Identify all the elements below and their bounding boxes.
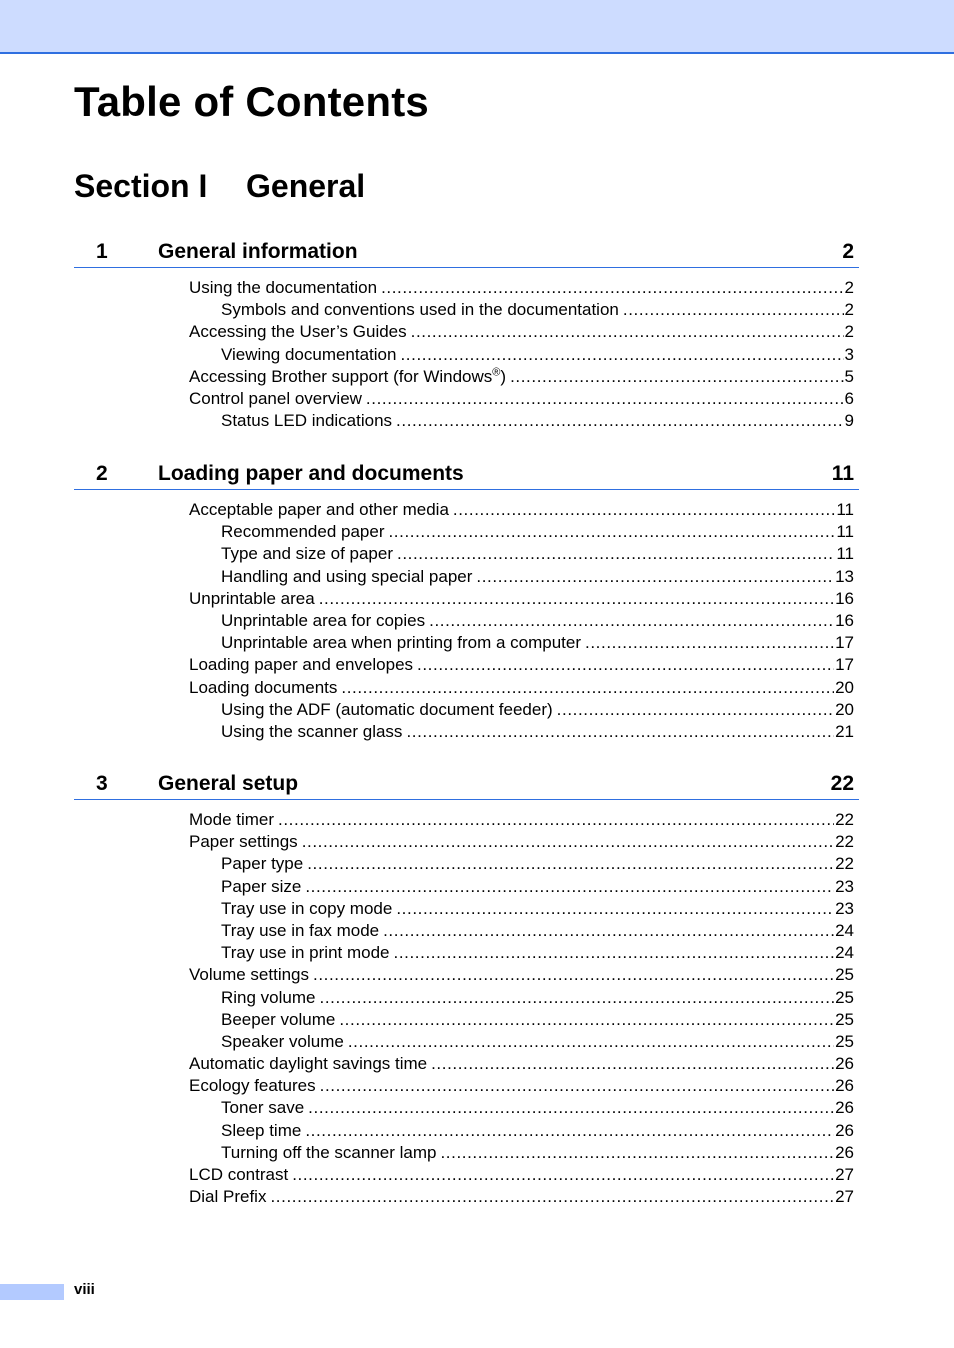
toc-entry[interactable] xyxy=(221,344,854,366)
toc-entry-page: 11 xyxy=(836,544,854,564)
dot-leader xyxy=(440,1142,834,1164)
chapter-title: General information xyxy=(158,240,358,263)
dot-leader xyxy=(510,366,843,388)
dot-leader xyxy=(341,677,834,699)
dot-leader xyxy=(307,853,834,875)
dot-leader xyxy=(557,699,834,721)
chapter-title: Loading paper and documents xyxy=(158,462,464,485)
toc-entry-title-text: Beeper volume xyxy=(221,1009,336,1029)
toc-entry-title-text: LCD contrast xyxy=(189,1165,289,1184)
toc-entry-title-text: Mode timer xyxy=(189,810,275,829)
toc-entry-page: 20 xyxy=(835,699,854,719)
toc-entry[interactable] xyxy=(189,388,854,410)
toc-entry-title-text: Paper type xyxy=(221,854,304,874)
toc-entry-title-text: Dial Prefix xyxy=(189,1187,267,1207)
toc-entry[interactable] xyxy=(221,1120,854,1142)
toc-entry-title-text: Unprintable area when printing from a computer xyxy=(221,633,582,653)
toc-entry[interactable] xyxy=(189,1186,854,1208)
toc-entry-page: 2 xyxy=(844,300,854,320)
toc-entry-page: 27 xyxy=(835,1187,854,1207)
toc-entry-title-text: Viewing documentation xyxy=(221,344,397,364)
toc-entry-title xyxy=(189,831,298,853)
footer-band xyxy=(0,1284,64,1300)
dot-leader xyxy=(397,543,835,565)
dot-leader xyxy=(305,1120,834,1142)
toc-entry-title xyxy=(221,721,402,743)
toc-entry-title xyxy=(221,632,581,654)
toc-entry-title xyxy=(189,1186,266,1208)
toc-entry-page: 6 xyxy=(844,388,854,408)
toc-entry-title-tail: ) xyxy=(500,366,507,386)
toc-entry-page: 25 xyxy=(835,987,854,1007)
dot-leader xyxy=(278,809,834,831)
toc-entry-title xyxy=(221,610,425,632)
toc-entry[interactable] xyxy=(189,964,854,986)
toc-entry-page: 26 xyxy=(835,1120,854,1140)
section-number: Section I xyxy=(74,168,208,204)
toc-entry-title xyxy=(221,699,553,721)
toc-entry-page: 24 xyxy=(835,943,854,963)
dot-leader xyxy=(319,588,834,610)
toc-entry-title xyxy=(221,1120,301,1142)
toc-entry[interactable] xyxy=(189,1053,854,1075)
toc-entry-page: 11 xyxy=(836,522,854,542)
toc-entry-title-text: Volume settings xyxy=(189,965,310,985)
toc-entry[interactable] xyxy=(221,1031,854,1053)
toc-entry-title xyxy=(189,809,274,831)
dot-leader xyxy=(320,1075,834,1097)
toc-entry-title-text: Using the documentation xyxy=(189,278,378,297)
toc-entry-title-text: Accessing the User’s Guides xyxy=(189,322,407,342)
toc-entry-title-text: Tray use in print mode xyxy=(221,943,390,963)
dot-leader xyxy=(302,831,834,853)
toc-entry[interactable] xyxy=(221,566,854,588)
toc-entry-title xyxy=(221,566,472,588)
toc-entry-title-text: Tray use in fax mode xyxy=(221,920,380,940)
dot-leader xyxy=(270,1186,834,1208)
chapter-heading[interactable] xyxy=(74,455,859,490)
dot-leader xyxy=(339,1009,834,1031)
toc-entry-title xyxy=(189,499,449,521)
toc-entry-title xyxy=(221,1142,436,1164)
dot-leader xyxy=(406,721,834,743)
toc-entry-title-text: Recommended paper xyxy=(221,522,385,542)
toc-entry-title xyxy=(189,388,362,410)
toc-entry-page: 25 xyxy=(835,965,854,985)
toc-entry[interactable] xyxy=(221,898,854,920)
toc-entry-title-text: Sleep time xyxy=(221,1120,302,1140)
toc-entry[interactable] xyxy=(221,876,854,898)
toc-entry[interactable] xyxy=(189,677,854,699)
toc-entry[interactable] xyxy=(221,1009,854,1031)
toc-entry-page: 23 xyxy=(835,876,854,896)
toc-entry-title-text: Acceptable paper and other media xyxy=(189,500,449,519)
dot-leader xyxy=(396,898,834,920)
toc-entry-title xyxy=(189,1053,427,1075)
toc-entry-page: 2 xyxy=(844,322,854,342)
dot-leader xyxy=(476,566,834,588)
toc-entry[interactable] xyxy=(221,543,854,565)
dot-leader xyxy=(429,610,834,632)
chapter-heading[interactable] xyxy=(74,765,859,800)
toc-entry[interactable] xyxy=(221,521,854,543)
toc-entry-title-text: Ecology features xyxy=(189,1076,316,1096)
dot-leader xyxy=(623,299,844,321)
dot-leader xyxy=(411,321,844,343)
toc-entry-title xyxy=(221,942,390,964)
footer-page-number: viii xyxy=(74,1281,95,1298)
toc-entry[interactable] xyxy=(189,366,854,388)
toc-entry-title-text: Toner save xyxy=(221,1098,305,1118)
chapter-number: 1 xyxy=(96,240,108,263)
dot-leader xyxy=(308,1097,834,1119)
chapter-page: 11 xyxy=(831,462,854,485)
toc-entry[interactable] xyxy=(221,699,854,721)
toc-entry-title xyxy=(221,920,379,942)
toc-entry[interactable] xyxy=(189,588,854,610)
toc-entry-title xyxy=(189,321,407,343)
chapter-page: 2 xyxy=(842,240,854,263)
chapter-number: 3 xyxy=(96,772,108,795)
toc-entry-page: 2 xyxy=(844,278,854,297)
toc-entry[interactable] xyxy=(189,809,854,831)
dot-leader xyxy=(431,1053,834,1075)
chapter-3 xyxy=(74,765,859,1208)
toc-entry-page: 16 xyxy=(835,588,854,608)
toc-entry-title-text: Paper size xyxy=(221,876,302,896)
toc-entry-list xyxy=(74,277,859,432)
toc-entry-title-text: Turning off the scanner lamp xyxy=(221,1142,437,1162)
toc-entry-title-text: Status LED indications xyxy=(221,411,393,431)
toc-entry-page: 20 xyxy=(835,677,854,697)
toc-entry-title xyxy=(189,366,506,388)
toc-entry-page: 26 xyxy=(835,1098,854,1118)
toc-entry-page: 26 xyxy=(835,1054,854,1074)
toc-entry[interactable] xyxy=(221,299,854,321)
toc-entry-title-text: Speaker volume xyxy=(221,1031,344,1051)
dot-leader xyxy=(320,987,835,1009)
toc-entry-title-text: Tray use in copy mode xyxy=(221,898,393,918)
toc-entry-title xyxy=(221,1031,344,1053)
dot-leader xyxy=(292,1164,834,1186)
chapter-2 xyxy=(74,455,859,743)
toc-entry[interactable] xyxy=(221,1097,854,1119)
toc-entry-page: 5 xyxy=(844,366,854,386)
dot-leader xyxy=(388,521,835,543)
dot-leader xyxy=(453,499,835,521)
toc-entry-title xyxy=(189,1164,288,1186)
chapter-page: 22 xyxy=(830,772,854,795)
toc-entry[interactable] xyxy=(189,277,854,299)
toc-entry-page: 25 xyxy=(835,1009,854,1029)
toc-entry-title-text: Using the ADF (automatic document feeder) xyxy=(221,699,553,719)
toc-entry-list xyxy=(74,809,859,1208)
toc-entry-title xyxy=(189,1075,316,1097)
toc-entry-title-text: Type and size of paper xyxy=(221,544,394,564)
toc-entry[interactable] xyxy=(189,499,854,521)
toc-entry[interactable] xyxy=(221,987,854,1009)
toc-entry-title-text: Accessing Brother support (for Windows xyxy=(189,366,493,386)
toc-entry-title xyxy=(221,898,392,920)
toc-entry-title-text: Automatic daylight savings time xyxy=(189,1054,428,1074)
toc-entry-page: 25 xyxy=(835,1031,854,1051)
toc-entry-title xyxy=(221,987,316,1009)
toc-entry-page: 17 xyxy=(835,633,854,653)
toc-entry-title xyxy=(221,853,303,875)
toc-entry-page: 23 xyxy=(835,898,854,918)
toc-entry[interactable] xyxy=(221,853,854,875)
toc-entry-title xyxy=(221,876,301,898)
toc-entry-title-text: Loading documents xyxy=(189,677,338,697)
toc-entry-title-text: Unprintable area for copies xyxy=(221,610,426,630)
toc-entry[interactable] xyxy=(221,920,854,942)
toc-entry-page: 16 xyxy=(835,610,854,630)
toc-entry-page: 22 xyxy=(835,854,854,874)
toc-entry-page: 24 xyxy=(835,920,854,940)
toc-entry-page: 26 xyxy=(835,1142,854,1162)
toc-entry[interactable] xyxy=(189,831,854,853)
dot-leader xyxy=(396,410,843,432)
toc-entry[interactable] xyxy=(221,632,854,654)
toc-entry-page: 26 xyxy=(835,1076,854,1096)
toc-entry-title xyxy=(221,521,384,543)
toc-entry-page: 9 xyxy=(844,411,854,431)
toc-entry-page: 17 xyxy=(835,655,854,675)
chapter-heading[interactable] xyxy=(74,233,859,268)
top-header-band xyxy=(0,0,954,54)
toc-entry-page: 22 xyxy=(835,810,854,829)
toc-entry-title xyxy=(189,277,377,299)
toc-entry-page: 21 xyxy=(835,721,854,741)
chapter-1 xyxy=(74,233,859,432)
dot-leader xyxy=(381,277,843,299)
dot-leader xyxy=(305,876,834,898)
dot-leader xyxy=(383,920,834,942)
toc-entry-title-text: Using the scanner glass xyxy=(221,721,403,741)
toc-entry-title xyxy=(189,654,413,676)
toc-entry[interactable] xyxy=(221,410,854,432)
page-title: Table of Contents xyxy=(74,78,429,125)
dot-leader xyxy=(585,632,834,654)
dot-leader xyxy=(400,344,843,366)
toc-entry[interactable] xyxy=(189,654,854,676)
chapter-number: 2 xyxy=(96,462,108,485)
section-heading xyxy=(74,168,365,205)
toc-entry-page: 3 xyxy=(844,344,854,364)
toc-entry-title xyxy=(221,299,619,321)
dot-leader xyxy=(394,942,835,964)
toc-entry-title xyxy=(221,410,392,432)
toc-entry[interactable] xyxy=(189,1164,854,1186)
toc-entry-title xyxy=(189,964,309,986)
toc-entry[interactable] xyxy=(189,1075,854,1097)
toc-entry[interactable] xyxy=(221,610,854,632)
toc-entry-title-text: Symbols and conventions used in the documentation xyxy=(221,300,619,320)
toc-entry-page: 22 xyxy=(835,832,854,852)
toc-entry-title xyxy=(221,344,396,366)
toc-entry-title-text: Ring volume xyxy=(221,987,316,1007)
toc-entry-title xyxy=(221,1097,304,1119)
chapter-title: General setup xyxy=(158,772,299,795)
toc-entry-page: 11 xyxy=(836,500,854,519)
section-name: General xyxy=(246,168,366,204)
toc-entry[interactable] xyxy=(221,1142,854,1164)
toc-entry[interactable] xyxy=(221,942,854,964)
toc-entry-title-text: Paper settings xyxy=(189,832,298,852)
dot-leader xyxy=(348,1031,834,1053)
dot-leader xyxy=(366,388,844,410)
toc-entry-title xyxy=(189,588,315,610)
toc-entry[interactable] xyxy=(189,321,854,343)
dot-leader xyxy=(417,654,834,676)
toc-entry-title xyxy=(221,543,393,565)
toc-entry-title-text: Loading paper and envelopes xyxy=(189,655,414,675)
toc-entry-title-text: Unprintable area xyxy=(189,588,315,608)
toc-entry-page: 13 xyxy=(835,566,854,586)
toc-entry-title xyxy=(189,677,337,699)
toc-entry-list xyxy=(74,499,859,743)
toc-entry-title-text: Control panel overview xyxy=(189,388,362,408)
toc-entry[interactable] xyxy=(221,721,854,743)
dot-leader xyxy=(313,964,834,986)
toc-entry-title xyxy=(221,1009,335,1031)
toc-entry-title-text: Handling and using special paper xyxy=(221,566,473,586)
toc-entry-page: 27 xyxy=(835,1165,854,1184)
registered-mark: ® xyxy=(492,366,501,379)
